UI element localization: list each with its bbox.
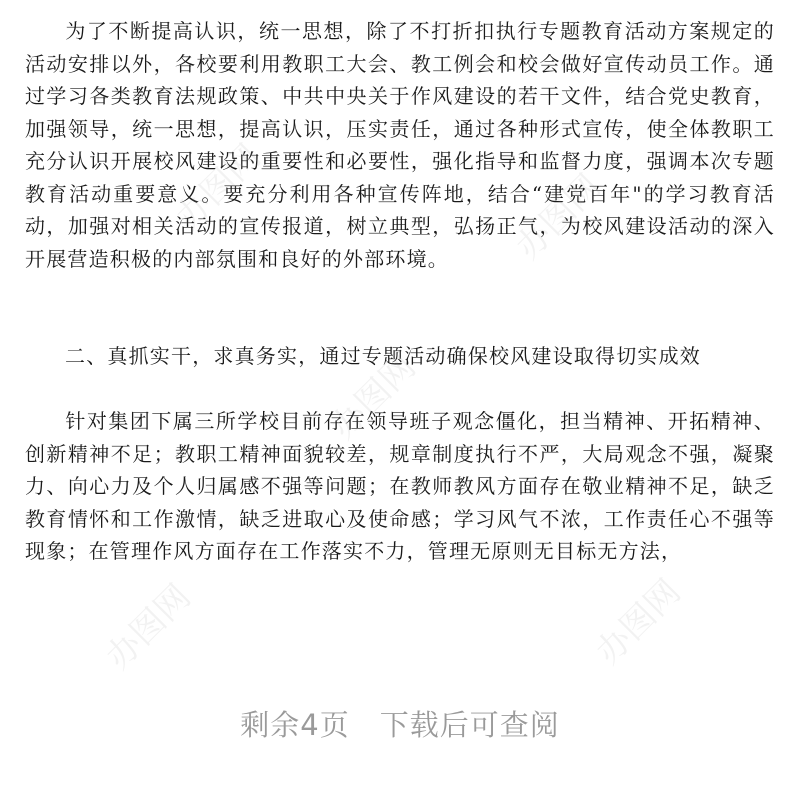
watermark-text: 办图网 [323,346,424,448]
section-heading [25,340,775,372]
section-heading-text: 二、真抓实干，求真务实，通过专题活动确保校风建设取得切实成效 [65,344,701,368]
paragraph-2-text: 针对集团下属三所学校目前存在领导班子观念僵化，担当精神、开拓精神、创新精神不足；教职工精神面貌较差，规章制度执行不严，大局观念不强，凝聚力、向心力及个人归属感不强等问题；在教师教风方面存在敬业精神不足，缺乏教育情怀和工作激情，缺乏进取心及使命感；学习风气不浓，工作责任心不强等现象；在管理作风方面存在工作落实不力，管理无原则无目标无方法， [25,409,775,563]
watermark-text: 办图网 [508,166,609,268]
watermark-text: 办图网 [168,136,269,238]
watermark-text: 办图网 [98,576,199,678]
download-notice[interactable] [0,703,800,744]
watermark-text: 办图网 [588,571,689,673]
remaining-pages-label: 剩余4页 [240,708,350,742]
download-prompt-label[interactable]: 下载后可查阅 [379,708,560,742]
body-paragraph-1 [25,15,775,275]
body-paragraph-2 [25,405,775,568]
paragraph-1-text: 为了不断提高认识，统一思想，除了不打折扣执行专题教育活动方案规定的活动安排以外，各校要利用教职工大会、教工例会和校会做好宣传动员工作。通过学习各类教育法规政策、中共中央关于作风建设的若干文件，结合党史教育，加强领导，统一思想，提高认识，压实责任，通过各种形式宣传，使全体教职工充分认识开展校风建设的重要性和必要性，强化指导和监督力度，强调本次专题教育活动重要意义。要充分利用各种宣传阵地，结合“建党百年"的学习教育活动，加强对相关活动的宣传报道，树立典型，弘扬正气，为校风建设活动的深入开展营造积极的内部氛围和良好的外部环境。 [25,19,775,271]
